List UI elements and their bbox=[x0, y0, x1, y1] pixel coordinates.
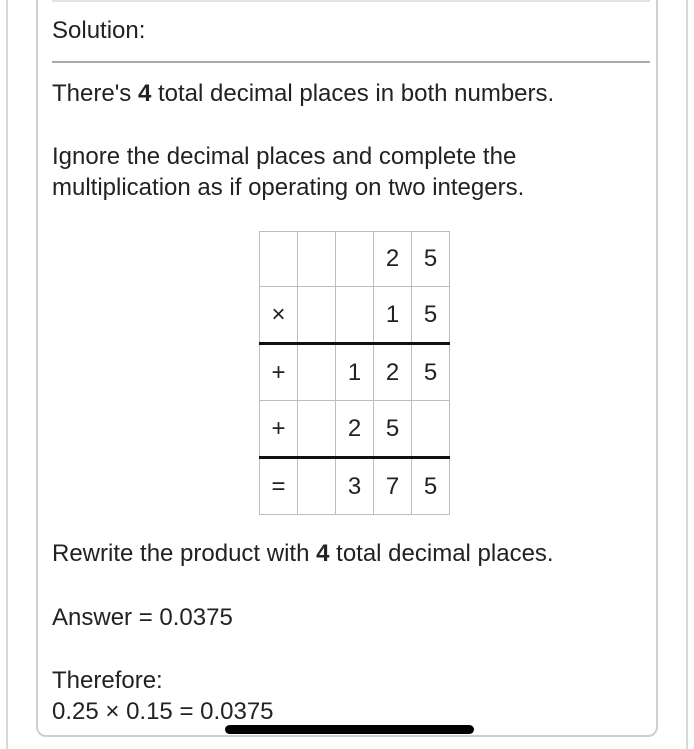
operator-cell: + bbox=[260, 401, 298, 458]
conclusion bbox=[52, 665, 642, 727]
operator-cell: = bbox=[260, 458, 298, 515]
multiplication-table bbox=[259, 231, 450, 515]
rewrite-decimal-count: 4 bbox=[316, 540, 330, 567]
table-row bbox=[260, 287, 450, 344]
final-equation: 0.25 × 0.15 = 0.0375 bbox=[52, 698, 274, 725]
table-cell bbox=[298, 401, 336, 458]
table-cell: 5 bbox=[374, 401, 412, 458]
table-cell: 5 bbox=[412, 344, 450, 401]
statement-text-end: total decimal places in both numbers. bbox=[151, 80, 555, 107]
table-cell bbox=[412, 401, 450, 458]
table-cell bbox=[298, 458, 336, 515]
table-cell: 2 bbox=[336, 401, 374, 458]
outer-right-border bbox=[686, 0, 688, 749]
table-cell: 5 bbox=[412, 458, 450, 515]
answer-line: Answer = 0.0375 bbox=[52, 604, 233, 631]
table-cell bbox=[336, 232, 374, 287]
instruction-text: Ignore the decimal places and complete the multiplication as if operating on two integers. bbox=[52, 143, 525, 201]
top-divider bbox=[52, 0, 650, 2]
table-cell bbox=[336, 287, 374, 344]
operator-cell: × bbox=[260, 287, 298, 344]
table-cell: 3 bbox=[336, 458, 374, 515]
solution-divider bbox=[52, 61, 650, 63]
operator-cell: + bbox=[260, 344, 298, 401]
table-cell bbox=[298, 232, 336, 287]
rewrite-text-start: Rewrite the product with bbox=[52, 540, 317, 567]
therefore-label: Therefore: bbox=[52, 667, 163, 694]
table-cell bbox=[260, 232, 298, 287]
decimal-count: 4 bbox=[137, 80, 152, 107]
table-cell: 2 bbox=[374, 232, 412, 287]
table-cell: 7 bbox=[374, 458, 412, 515]
statement-text-start: There's bbox=[52, 80, 138, 107]
table-cell: 5 bbox=[412, 232, 450, 287]
table-cell bbox=[298, 287, 336, 344]
outer-left-border bbox=[6, 0, 8, 749]
table-row bbox=[260, 401, 450, 458]
table-cell: 2 bbox=[374, 344, 412, 401]
table-row bbox=[260, 232, 450, 287]
rewrite-instruction bbox=[52, 538, 642, 569]
table-row bbox=[260, 458, 450, 515]
table-cell bbox=[298, 344, 336, 401]
table-cell: 1 bbox=[336, 344, 374, 401]
table-cell: 1 bbox=[374, 287, 412, 344]
decimal-places-statement bbox=[52, 78, 642, 109]
rewrite-text-end: total decimal places. bbox=[329, 540, 554, 567]
home-indicator-bar[interactable] bbox=[225, 725, 474, 734]
table-cell: 5 bbox=[412, 287, 450, 344]
table-row bbox=[260, 344, 450, 401]
solution-heading: Solution: bbox=[52, 17, 146, 44]
